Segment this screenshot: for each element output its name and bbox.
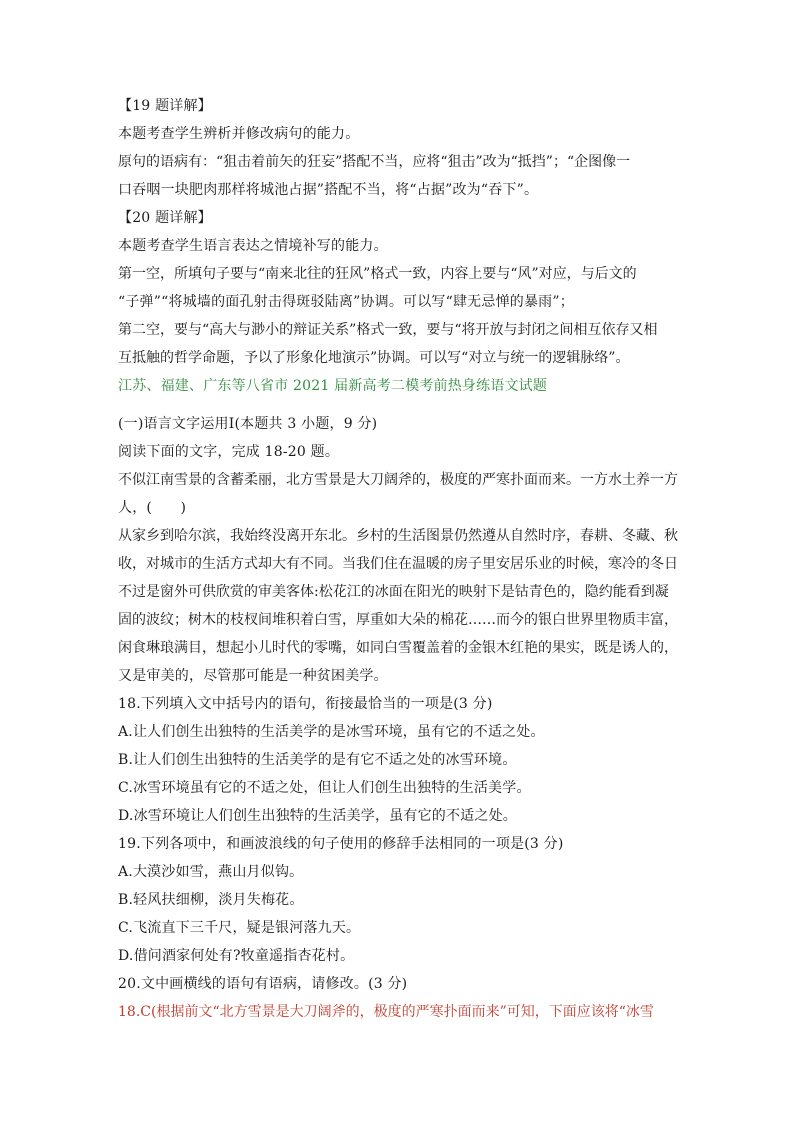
explain-19-heading: 【19 题详解】: [118, 98, 212, 114]
question-19-option-c: C.飞流直下三千尺，疑是银河落九天。: [118, 920, 361, 936]
passage-line: 人，( ): [118, 500, 187, 516]
passage-line: 不过是窗外可供欣赏的审美客体:松花江的冰面在阳光的映射下是钴青色的，隐约能看到凝: [118, 584, 669, 600]
question-18-option-b: B.让人们创生出独特的生活美学的是有它不适之处的冰雪环境。: [118, 752, 517, 768]
explain-20-line: 第二空，要与“高大与渺小的辩证关系”格式一致，要与“将开放与封闭之间相互依存又相: [118, 322, 658, 338]
question-19-stem: 19.下列各项中，和画波浪线的句子使用的修辞手法相同的一项是(3 分): [118, 836, 564, 852]
explain-20-line: 互抵触的哲学命题，予以了形象化地演示”协调。可以写“对立与统一的逻辑脉络”。: [118, 350, 630, 366]
question-18-option-c: C.冰雪环境虽有它的不适之处，但让人们创生出独特的生活美学。: [118, 780, 531, 796]
explain-20-line: “子弹”“将城墙的面孔射击得斑驳陆离”协调。可以写“肆无忌惮的暴雨”；: [118, 294, 574, 310]
section-heading: (一)语言文字运用Ⅰ(本题共 3 小题，9 分): [118, 416, 378, 432]
explain-19-line: 原句的语病有：“狙击着前矢的狂妄”搭配不当，应将“狙击”改为“抵挡”；“企图像一: [118, 154, 631, 170]
explain-20-heading: 【20 题详解】: [118, 210, 212, 226]
explain-19-line: 口吞咽一块肥肉那样将城池占据”搭配不当，将“占据”改为“吞下”。: [118, 182, 539, 198]
question-19-option-a: A.大漠沙如雪，燕山月似钩。: [118, 864, 304, 880]
passage-line: 固的波纹；树木的枝杈间堆积着白雪，厚重如大朵的棉花……而今的银白世界里物质丰富，: [118, 612, 678, 628]
question-18-stem: 18.下列填入文中括号内的语句，衔接最恰当的一项是(3 分): [118, 696, 493, 712]
question-19-option-d: D.借问酒家何处有?牧童遥指杏花村。: [118, 948, 355, 964]
answer-18: 18.C(根据前文“北方雪景是大刀阔斧的，极度的严寒扑面而来”可知，下面应该将“冰雪: [118, 1004, 654, 1020]
question-20-stem: 20.文中画横线的语句有语病，请修改。(3 分): [118, 976, 408, 992]
explain-20-line: 本题考查学生语言表达之情境补写的能力。: [118, 238, 388, 254]
explain-20-line: 第一空，所填句子要与“南来北往的狂风”格式一致，内容上要与“风”对应，与后文的: [118, 266, 637, 282]
passage-line: 又是审美的，尽管那可能是一种贫困美学。: [118, 668, 388, 684]
passage-line: 闲食琳琅满目，想起小儿时代的零嘴，如同白雪覆盖着的金银木红艳的果实，既是诱人的，: [118, 640, 678, 656]
question-18-option-d: D.冰雪环境让人们创生出独特的生活美学，虽有它的不适之处。: [118, 808, 517, 824]
section-instruction: 阅读下面的文字，完成 18-20 题。: [118, 444, 340, 460]
explain-19-line: 本题考查学生辨析并修改病句的能力。: [118, 126, 360, 142]
passage-line: 收，对城市的生活方式却大有不同。当我们住在温暖的房子里安居乐业的时候，寒冷的冬日: [118, 556, 678, 572]
passage-line: 不似江南雪景的含蓄柔丽，北方雪景是大刀阔斧的，极度的严寒扑面而来。一方水土养一方: [118, 472, 678, 488]
document-page: [118, 92, 680, 1026]
question-18-option-a: A.让人们创生出独特的生活美学的是冰雪环境，虽有它的不适之处。: [118, 724, 545, 740]
passage-line: 从家乡到哈尔滨，我始终没离开东北。乡村的生活图景仍然遵从自然时序，春耕、冬藏、秋: [118, 528, 678, 544]
source-title: 江苏、福建、广东等八省市 2021 届新高考二模考前热身练语文试题: [118, 378, 548, 394]
question-19-option-b: B.轻风扶细柳，淡月失梅花。: [118, 892, 304, 908]
